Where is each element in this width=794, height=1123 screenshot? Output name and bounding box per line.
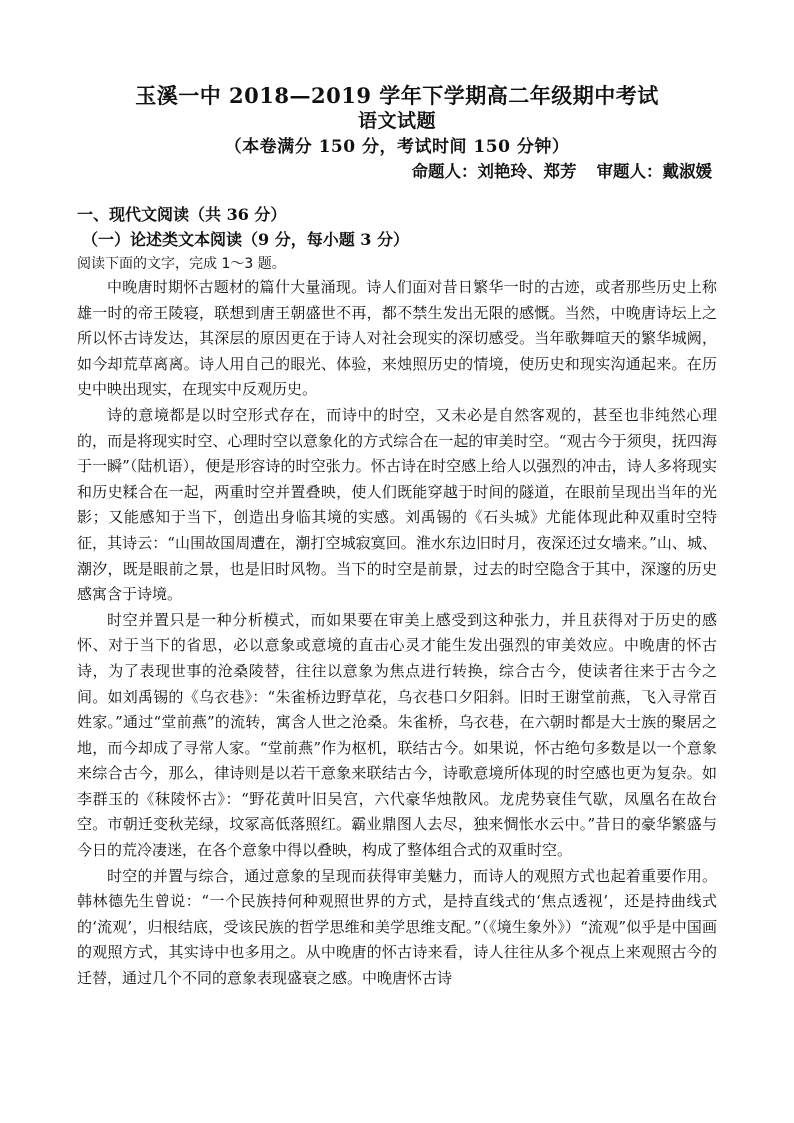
- paragraph-4: 时空的并置与综合，通过意象的呈现而获得审美魅力，而诗人的观照方式也起着重要作用。韩林德先生曾说：“一个民族持何种观照世界的方式，是持直线式的‘焦点透视’，还是持曲线式的‘流观’，归根结底，受该民族的哲学思维和美学思维支配。”（《境生象外》）“流观”似乎是中国画的观照方式，其实诗中也多用之。从中晚唐的怀古诗来看，诗人往往从多个视点上来观照古今的迁替，通过几个不同的意象表现盛衰之感。中晚唐怀古诗: [77, 866, 717, 988]
- paragraph-3: 时空并置只是一种分析模式，而如果要在审美上感受到这种张力，并且获得对于历史的感怀、对于当下的省思，必以意象或意境的直击心灵才能生发出强烈的审美效应。中晚唐的怀古诗，为了表现世事的沧桑陵替，往往以意象为焦点进行转换，综合古今，使读者往来于古今之间。如刘禹锡的《乌衣巷》：“朱雀桥边野草花，乌衣巷口夕阳斜。旧时王谢堂前燕，飞入寻常百姓家。”通过“堂前燕”的流转，寓含人世之沧桑。朱雀桥，乌衣巷，在六朝时都是大士族的聚居之地，而今却成了寻常人家。“堂前燕”作为枢机，联结古今。如果说，怀古绝句多数是以一个意象来综合古今，那么，律诗则是以若干意象来联结古今，诗歌意境所体现的时空感也更为复杂。如李群玉的《秣陵怀古》：“野花黄叶旧吴宫，六代豪华烛散风。龙虎势衰佳气歇，凤凰名在故台空。市朝迁变秋芜绿，坟冢高低落照红。霸业鼎图人去尽，独来惆怅水云中。”昔日的豪华繁盛与今日的荒冷凄迷，在各个意象中得以叠映，构成了整体组合式的双重时空。: [77, 610, 717, 860]
- sub-section-heading: （一）论述类文本阅读（9 分，每小题 3 分）: [82, 230, 409, 249]
- authors-line: [392, 158, 713, 182]
- paragraph-1: 中晚唐时期怀古题材的篇什大量涌现。诗人们面对昔日繁华一时的古迹，或者那些历史上称雄一时的帝王陵寝，联想到唐王朝盛世不再，都不禁生发出无限的感慨。当然，中晚唐诗坛上之所以怀古诗发达，其深层的原因更在于诗人对社会现实的深切感受。当年歌舞喧天的繁华城阙，如今却荒草离离。诗人用自己的眼光、体验，来烛照历史的情境，使历史和现实沟通起来。在历史中映出现实，在现实中反观历史。: [77, 278, 717, 399]
- setter-label: 命题人：刘艳玲、郑芳: [411, 162, 577, 181]
- reading-instruction: 阅读下面的文字，完成 1～3 题。: [77, 256, 286, 272]
- reviewer-label: 审题人：戴淑媛: [596, 162, 712, 181]
- score-time-note: （本卷满分 150 分，考试时间 150 分钟）: [224, 137, 570, 157]
- exam-title: 玉溪一中 2018—2019 学年下学期高二年级期中考试: [135, 83, 659, 108]
- paragraph-2: 诗的意境都是以时空形式存在，而诗中的时空，又未必是自然客观的，甚至也非纯然心理的，而是将现实时空、心理时空以意象化的方式综合在一起的审美时空。“观古今于须臾，抚四海于一瞬”（陆机语），便是形容诗的时空张力。怀古诗在时空感上给人以强烈的冲击，诗人多将现实和历史糅合在一起，两重时空并置叠映，使人们既能穿越于时间的隧道，在眼前呈现出当年的光影；又能感知于当下，创造出身临其境的实感。刘禹锡的《石头城》尤能体现此种双重时空特征，其诗云：“山围故国周遭在，潮打空城寂寞回。淮水东边旧时月，夜深还过女墙来。”山、城、潮汐，既是眼前之景，也是旧时风物。当下的时空是前景，过去的时空隐含于其中，深邃的历史感寓含于诗境。: [77, 405, 717, 604]
- subject-title: 语文试题: [357, 110, 436, 132]
- article-body: [77, 275, 717, 992]
- section-heading: 一、现代文阅读（共 36 分）: [77, 205, 287, 224]
